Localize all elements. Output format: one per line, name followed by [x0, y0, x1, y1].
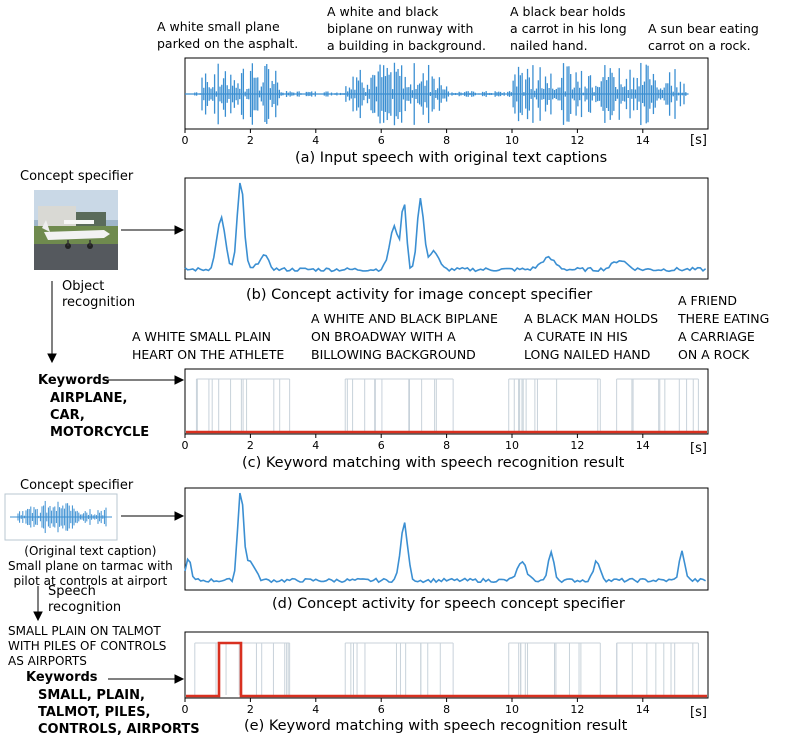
- asr-text-e: SMALL PLAIN ON TALMOT WITH PILES OF CONTROLS AS AIRPORTS: [8, 624, 167, 668]
- panel-d-activity-plot: [185, 488, 708, 590]
- x-tick-label: 2: [246, 703, 254, 716]
- x-tick-label: 12: [570, 134, 585, 147]
- x-tick-label: 10: [505, 439, 519, 452]
- panel-e-frame: [185, 632, 708, 698]
- asr-line-4: A FRIEND THERE EATING A CARRIAGE ON A ROCK: [678, 293, 770, 362]
- asr-line-3: A BLACK MAN HOLDS A CURATE IN HIS LONG NAILED HAND: [524, 311, 659, 362]
- panel-e-x-axis: [182, 698, 650, 716]
- unit-label-e: [s]: [690, 705, 707, 720]
- airplane-photo-icon: [34, 190, 118, 270]
- x-tick-label: 0: [181, 703, 189, 716]
- original-caption: (Original text caption) Small plane on tarmac with pilot at controls at airport: [8, 544, 173, 588]
- x-tick-label: 14: [635, 134, 650, 147]
- x-tick-label: 0: [181, 439, 189, 452]
- x-tick-label: 6: [377, 134, 385, 147]
- panel-e-match-plot: [182, 632, 709, 716]
- keywords-c: AIRPLANE, CAR, MOTORCYCLE: [50, 391, 150, 440]
- x-tick-label: 2: [246, 439, 254, 452]
- match-line-e: [186, 643, 707, 696]
- keywords-label-c: Keywords: [38, 373, 110, 388]
- panel-c-x-axis: [182, 434, 650, 452]
- x-tick-label: 12: [570, 703, 585, 716]
- object-recognition-label: Object recognition: [62, 279, 136, 310]
- asr-line-2: A WHITE AND BLACK BIPLANE ON BROADWAY WITH A BILLOWING BACKGROUND: [311, 311, 498, 362]
- panel-c-match-plot: [182, 369, 709, 452]
- word-boundaries-c: [196, 379, 698, 431]
- x-tick-label: 8: [443, 439, 451, 452]
- concept-activity-line-d: [185, 493, 706, 582]
- x-tick-label: 14: [635, 439, 650, 452]
- x-tick-label: 6: [377, 439, 385, 452]
- speech-waveform: [185, 63, 689, 125]
- panel-d-frame: [185, 488, 708, 590]
- x-tick-label: 12: [570, 439, 585, 452]
- unit-label-c: [s]: [690, 441, 707, 456]
- panel-b-title: (b) Concept activity for image concept specifier: [246, 287, 593, 303]
- concept-specifier-label-speech: Concept specifier: [20, 478, 134, 493]
- x-tick-label: 8: [443, 134, 451, 147]
- concept-specifier-label-image: Concept specifier: [20, 169, 134, 184]
- x-tick-label: 8: [443, 703, 451, 716]
- keywords-e: SMALL, PLAIN, TALMOT, PILES, CONTROLS, AIRPORTS: [38, 688, 200, 737]
- keywords-label-e: Keywords: [26, 670, 98, 685]
- caption-4: A sun bear eating carrot on a rock.: [648, 21, 759, 53]
- waveform-icon: [5, 494, 117, 540]
- x-tick-label: 10: [505, 703, 519, 716]
- x-tick-label: 4: [312, 439, 320, 452]
- panel-a-x-axis: [182, 129, 650, 147]
- x-tick-label: 4: [312, 134, 320, 147]
- caption-3: A black bear holds a carrot in his long nailed hand.: [510, 4, 627, 53]
- x-tick-label: 0: [181, 134, 189, 147]
- panel-b-frame: [185, 178, 708, 279]
- speech-recognition-label: Speech recognition: [48, 584, 122, 615]
- x-tick-label: 14: [635, 703, 650, 716]
- panel-e-title: (e) Keyword matching with speech recognition result: [244, 718, 628, 734]
- x-tick-label: 2: [246, 134, 254, 147]
- concept-activity-line-b: [185, 183, 706, 271]
- panel-c-title: (c) Keyword matching with speech recognition result: [242, 455, 625, 471]
- asr-line-1: A WHITE SMALL PLAIN HEART ON THE ATHLETE: [132, 329, 285, 362]
- panel-a-waveform-plot: [182, 58, 709, 147]
- x-tick-label: 4: [312, 703, 320, 716]
- word-boundaries-e: [195, 643, 699, 695]
- x-tick-label: 6: [377, 703, 385, 716]
- panel-d-title: (d) Concept activity for speech concept specifier: [272, 596, 625, 612]
- caption-2: A white and black biplane on runway with a building in background.: [327, 4, 486, 53]
- panel-a-title: (a) Input speech with original text captions: [295, 150, 608, 166]
- unit-label-a: [s]: [690, 133, 707, 148]
- x-tick-label: 10: [505, 134, 519, 147]
- caption-1: A white small plane parked on the asphalt.: [157, 19, 299, 51]
- panel-b-activity-plot: [185, 178, 708, 279]
